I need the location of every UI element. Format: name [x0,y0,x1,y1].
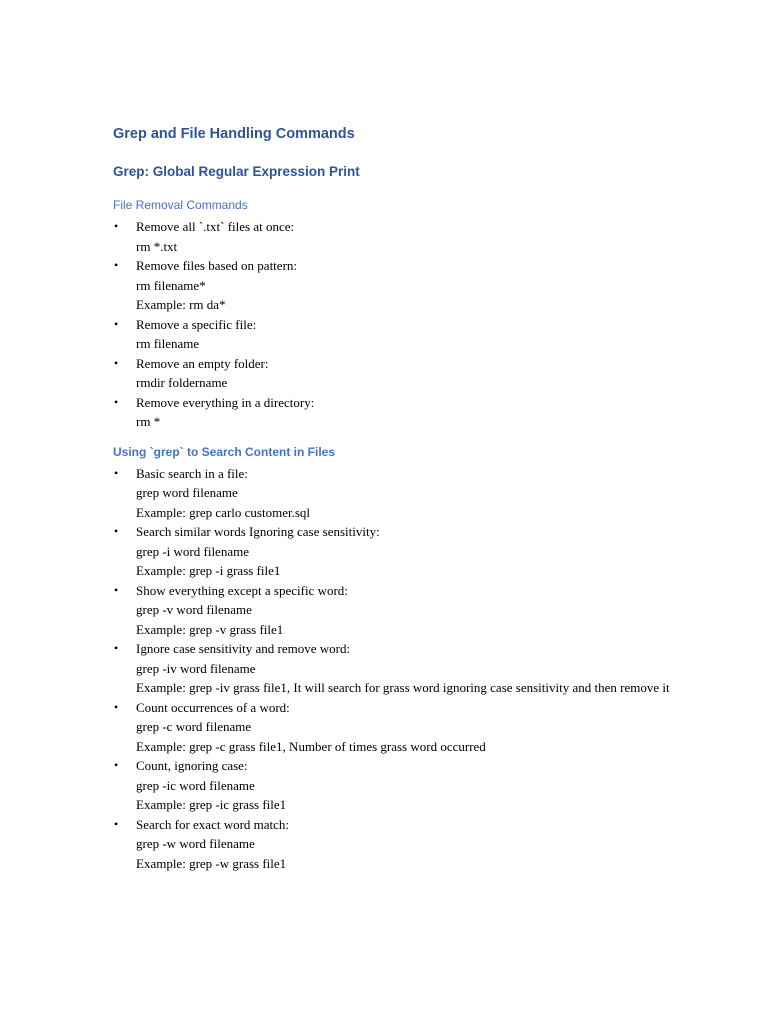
item-description: Count, ignoring case: [136,758,248,773]
list-item [113,256,673,315]
item-description: Remove an empty folder: [136,355,269,371]
item-command: grep -i word filename [136,543,249,559]
item-description: Remove a specific file: [136,316,257,332]
list-item [113,393,673,432]
file-removal-list [113,217,673,432]
item-description: Remove everything in a directory: [136,394,315,410]
bullet-icon: • [114,465,119,480]
item-command: rm filename* [136,277,206,293]
item-description: Search for exact word match: [136,816,290,832]
bullet-icon: • [114,219,119,233]
bullet-icon: • [114,816,119,831]
document-page [113,124,673,873]
bullet-icon: • [114,355,119,370]
bullet-icon: • [114,258,119,272]
list-item [113,354,673,393]
item-command: grep -iv word filename [136,660,256,676]
item-description: Remove all `.txt` files at once: [136,219,295,234]
list-item [113,522,673,581]
item-command: rm *.txt [136,238,178,254]
item-command: grep -ic word filename [136,777,255,793]
list-item [113,464,673,523]
item-description: Ignore case sensitivity and remove word: [136,641,351,656]
item-command: grep -v word filename [136,602,252,617]
item-example: Example: grep -c grass file1, Number of times grass word occurred [136,738,486,754]
item-command: grep word filename [136,485,238,500]
item-example: Example: grep -v grass file1 [136,621,284,637]
item-example: Example: grep -w grass file1 [136,855,287,871]
item-description: Remove files based on pattern: [136,258,298,273]
document-subtitle: Grep: Global Regular Expression Print [113,164,360,179]
bullet-icon: • [114,758,119,772]
bullet-icon: • [114,524,119,538]
grep-search-list [113,464,673,874]
item-description: Show everything except a specific word: [136,582,348,598]
bullet-icon: • [114,699,119,714]
bullet-icon: • [114,394,119,409]
document-title: Grep and File Handling Commands [113,126,355,142]
item-example: Example: grep -i grass file1 [136,563,281,578]
list-item [113,639,673,698]
item-description: Basic search in a file: [136,465,248,481]
bullet-icon: • [114,582,119,597]
item-command: rm * [136,414,161,429]
item-example: Example: rm da* [136,297,226,312]
list-item [113,315,673,354]
item-command: grep -c word filename [136,719,252,734]
item-example: Example: grep -iv grass file1, It will search for grass word ignoring case sensitivity and then remove it [136,680,670,695]
list-item [113,756,673,815]
list-item [113,815,673,874]
list-item [113,698,673,757]
item-command: rm filename [136,336,200,351]
item-description: Count occurrences of a word: [136,699,290,715]
section-heading-grep-search: Using `grep` to Search Content in Files [113,444,336,459]
item-command: rmdir foldername [136,375,228,390]
section-heading-file-removal: File Removal Commands [113,198,248,212]
item-example: Example: grep carlo customer.sql [136,504,311,520]
item-example: Example: grep -ic grass file1 [136,797,287,812]
item-command: grep -w word filename [136,836,255,851]
bullet-icon: • [114,316,119,331]
bullet-icon: • [114,641,119,655]
item-description: Search similar words Ignoring case sensitivity: [136,524,380,539]
list-item [113,581,673,640]
list-item [113,217,673,256]
